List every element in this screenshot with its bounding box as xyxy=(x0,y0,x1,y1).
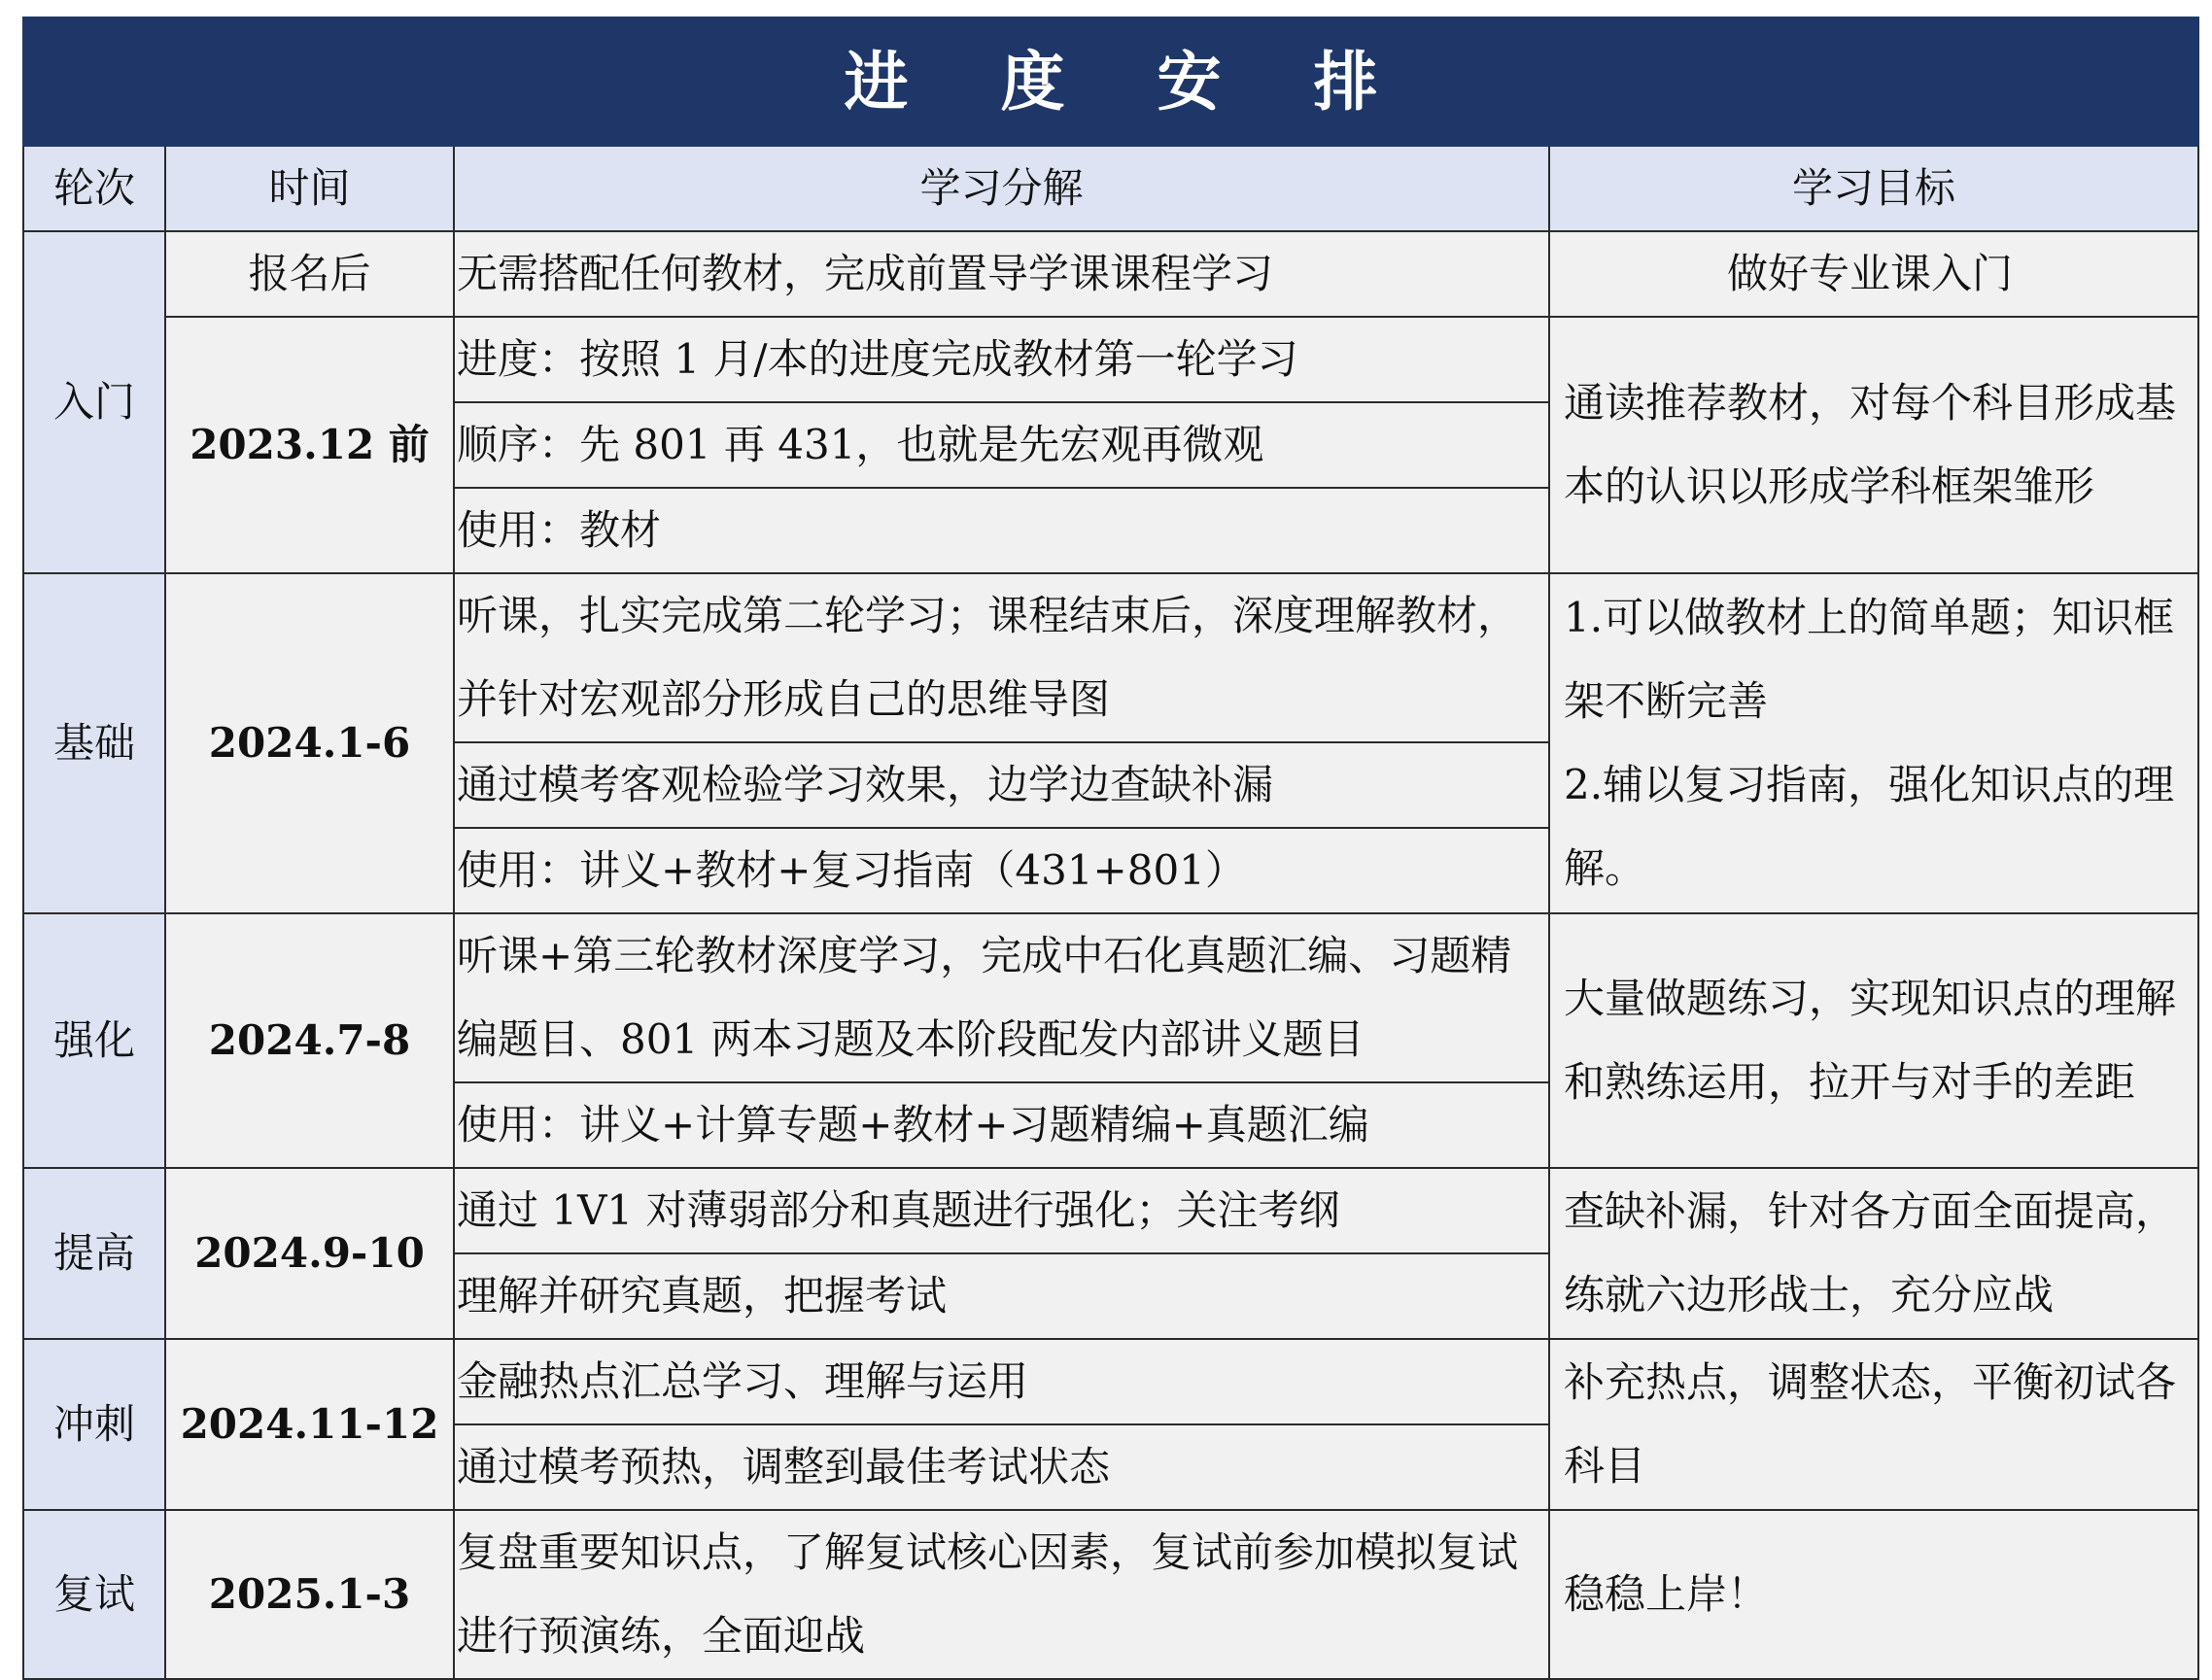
breakdown-cell: 通过模考预热，调整到最佳考试状态 xyxy=(454,1424,1549,1510)
breakdown-cell: 无需搭配任何教材，完成前置导学课课程学习 xyxy=(454,231,1549,317)
breakdown-cell: 复盘重要知识点，了解复试核心因素，复试前参加模拟复试进行预演练，全面迎战 xyxy=(454,1510,1549,1679)
breakdown-cell: 金融热点汇总学习、理解与运用 xyxy=(454,1339,1549,1424)
round-cell: 强化 xyxy=(23,913,165,1168)
goal-line: 1.可以做教材上的简单题；知识框架不断完善 xyxy=(1564,594,2175,725)
table-title: 进 度 安 排 xyxy=(23,17,2198,146)
round-cell: 复试 xyxy=(23,1510,165,1679)
goal-cell: 查缺补漏，针对各方面全面提高，练就六边形战士，充分应战 xyxy=(1549,1168,2198,1339)
round-cell: 基础 xyxy=(23,573,165,913)
breakdown-cell: 通过模考客观检验学习效果，边学边查缺补漏 xyxy=(454,742,1549,828)
header-row xyxy=(23,146,2198,231)
round-cell: 提高 xyxy=(23,1168,165,1339)
time-cell: 2025.1-3 xyxy=(165,1510,454,1679)
breakdown-cell: 使用：讲义+教材+复习指南（431+801） xyxy=(454,828,1549,913)
header-breakdown: 学习分解 xyxy=(454,146,1549,231)
breakdown-cell: 听课+第三轮教材深度学习，完成中石化真题汇编、习题精编题目、801 两本习题及本阶段配发内部讲义题目 xyxy=(454,913,1549,1082)
breakdown-cell: 使用：教材 xyxy=(454,488,1549,573)
goal-cell: 通读推荐教材，对每个科目形成基本的认识以形成学科框架雏形 xyxy=(1549,317,2198,573)
header-round: 轮次 xyxy=(23,146,165,231)
time-cell: 报名后 xyxy=(165,231,454,317)
breakdown-cell: 通过 1V1 对薄弱部分和真题进行强化；关注考纲 xyxy=(454,1168,1549,1253)
table-row xyxy=(23,913,2198,1082)
table-row xyxy=(23,573,2198,742)
table-row xyxy=(23,1168,2198,1253)
goal-cell: 做好专业课入门 xyxy=(1549,231,2198,317)
breakdown-cell: 进度：按照 1 月/本的进度完成教材第一轮学习 xyxy=(454,317,1549,402)
goal-cell xyxy=(1549,573,2198,913)
goal-cell: 大量做题练习，实现知识点的理解和熟练运用，拉开与对手的差距 xyxy=(1549,913,2198,1168)
goal-cell: 补充热点，调整状态，平衡初试各科目 xyxy=(1549,1339,2198,1510)
goal-line: 2.辅以复习指南，强化知识点的理解。 xyxy=(1564,761,2175,892)
round-cell: 入门 xyxy=(23,231,165,573)
goal-cell: 稳稳上岸！ xyxy=(1549,1510,2198,1679)
table-row xyxy=(23,231,2198,317)
round-cell: 冲刺 xyxy=(23,1339,165,1510)
breakdown-cell: 理解并研究真题，把握考试 xyxy=(454,1253,1549,1339)
time-cell: 2024.11-12 xyxy=(165,1339,454,1510)
table-row xyxy=(23,1339,2198,1424)
header-goal: 学习目标 xyxy=(1549,146,2198,231)
time-cell: 2024.1-6 xyxy=(165,573,454,913)
table-row xyxy=(23,317,2198,402)
time-cell: 2023.12 前 xyxy=(165,317,454,573)
breakdown-cell: 顺序：先 801 再 431，也就是先宏观再微观 xyxy=(454,402,1549,488)
header-time: 时间 xyxy=(165,146,454,231)
table-row xyxy=(23,1510,2198,1679)
breakdown-cell: 使用：讲义+计算专题+教材+习题精编+真题汇编 xyxy=(454,1082,1549,1168)
time-cell: 2024.9-10 xyxy=(165,1168,454,1339)
schedule-table xyxy=(22,17,2199,1680)
breakdown-cell: 听课，扎实完成第二轮学习；课程结束后，深度理解教材，并针对宏观部分形成自己的思维导图 xyxy=(454,573,1549,742)
time-cell: 2024.7-8 xyxy=(165,913,454,1168)
